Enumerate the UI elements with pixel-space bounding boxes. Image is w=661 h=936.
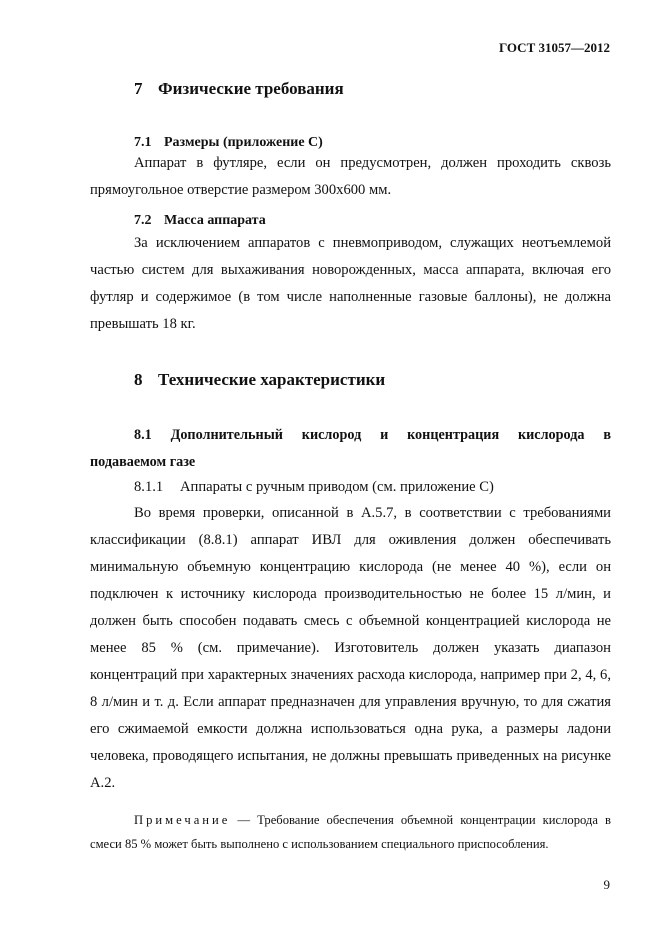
subsection-8-1-heading-cont: подаваемом газе — [90, 454, 196, 470]
subsection-8-1-1-title: Аппараты с ручным приводом (см. приложение С) — [180, 479, 494, 495]
subsection-8-1-1-heading — [134, 474, 494, 501]
note — [90, 808, 611, 856]
subsection-7-2-heading — [134, 213, 266, 229]
section-7-number: 7 — [134, 79, 143, 98]
note-text: — Требование обеспечения объемной концентрации кислорода в смеси 85 % может быть выполнено с использованием специального приспособления. — [90, 813, 611, 851]
subsection-7-1-title: Размеры (приложение С) — [164, 135, 323, 150]
subsection-7-1-text: Аппарат в футляре, если он предусмотрен, должен проходить сквозь прямоугольное отверстие размером 300x600 мм. — [90, 155, 611, 198]
section-8-title: Технические характеристики — [158, 370, 386, 389]
subsection-7-2-number: 7.2 — [134, 213, 152, 228]
subsection-8-1-heading: 8.1 Дополнительный кислород и концентрация кислорода в — [134, 427, 611, 443]
subsection-7-1-heading — [134, 135, 323, 151]
page-number: 9 — [603, 877, 610, 892]
section-8-heading — [134, 370, 385, 390]
subsection-7-1-number: 7.1 — [134, 135, 152, 150]
subsection-7-2-title: Масса аппарата — [164, 213, 266, 228]
subsection-8-1-1-number: 8.1.1 — [134, 479, 164, 495]
document-code: ГОСТ 31057—2012 — [498, 40, 610, 55]
section-8-paragraph: Во время проверки, описанной в А.5.7, в соответствии с требованиями классификации (8.8.1) аппарат ИВЛ для оживления должен обеспечивать минимальную объемную концентрацию кислорода (не менее 40 %), если он подключен к источнику кислорода производительностью не более 15 л/мин, и должен быть способен подавать смесь с объемной концентрацией кислорода не менее 85 % (см. примечание). Изготовитель должен указать диапазон концентраций при характерных значениях расхода кислорода, например при 2, 4, 6, 8 л/мин и т. д. Если аппарат предназначен для управления вручную, то для сжатия его сжимаемой емкости должна использоваться одна рука, а размеры ладони человека, проводящего испытания, не должны превышать приведенных на рисунке А.2. — [90, 505, 611, 791]
section-8-number: 8 — [134, 370, 143, 389]
subsection-7-2-text: За исключением аппаратов с пневмоприводом, служащих неотъемлемой частью систем для выхаживания новорожденных, масса аппарата, включая его футляр и содержимое (в том числе наполненные газовые баллоны), не должна превышать 18 кг. — [90, 235, 611, 332]
note-label: Примечание — [134, 813, 231, 827]
section-7-heading — [134, 79, 344, 99]
section-7-title: Физические требования — [158, 79, 344, 98]
